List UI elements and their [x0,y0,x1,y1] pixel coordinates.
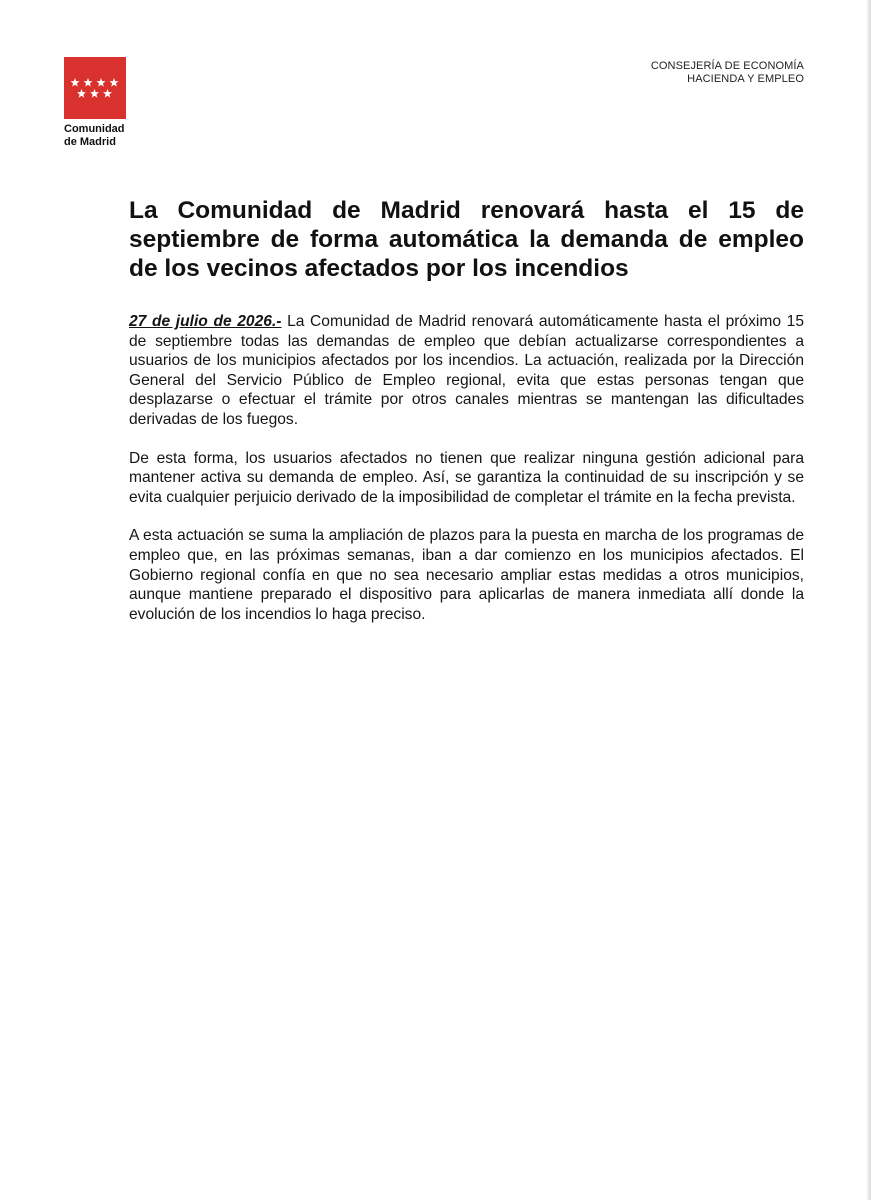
department-line-1: CONSEJERÍA DE ECONOMÍA [650,60,804,72]
press-release-body [129,312,804,643]
department-line-2: HACIENDA Y EMPLEO [687,73,804,85]
seven-stars-icon [64,57,126,119]
logo-text [64,123,126,149]
department-header [651,60,804,86]
madrid-flag-icon [64,57,126,119]
logo-line-2: de Madrid [64,136,116,148]
dateline: 27 de julio de 2026.- [129,313,282,330]
comunidad-de-madrid-logo [64,57,126,149]
logo-line-1: Comunidad [64,123,125,135]
paragraph-3: A esta actuación se suma la ampliación de plazos para la puesta en marcha de los programas de empleo que, en las próximas semanas, iban a dar comienzo en los municipios afectados. El Gobierno regional confía en que no sea necesario ampliar estas medidas a otros municipios, aunque mantiene preparado el dispositivo para aplicarlas de manera inmediata allí donde la evolución de los incendios lo haga preciso. [129,527,804,623]
page-edge [867,0,871,1200]
press-release-headline: La Comunidad de Madrid renovará hasta el 15 de septiembre de forma automática la demanda de empleo de los vecinos afectados por los incendios [129,197,804,282]
paragraph-2: De esta forma, los usuarios afectados no tienen que realizar ninguna gestión adicional para mantener activa su demanda de empleo. Así, se garantiza la continuidad de su inscripción y se evita cualquier perjuicio derivado de la imposibilidad de completar el trámite en la fecha prevista. [129,449,804,506]
paragraph-1 [129,312,804,430]
paragraph-1-text: La Comunidad de Madrid renovará automáticamente hasta el próximo 15 de septiembre todas las demandas de empleo que debían actualizarse correspondientes a usuarios de los municipios afectados por los incendios. La actuación, realizada por la Dirección General del Servicio Público de Empleo regional, evita que estas personas tengan que desplazarse o efectuar el trámite por otros canales mientras se mantengan las dificultades derivadas de los fuegos. [129,313,804,428]
